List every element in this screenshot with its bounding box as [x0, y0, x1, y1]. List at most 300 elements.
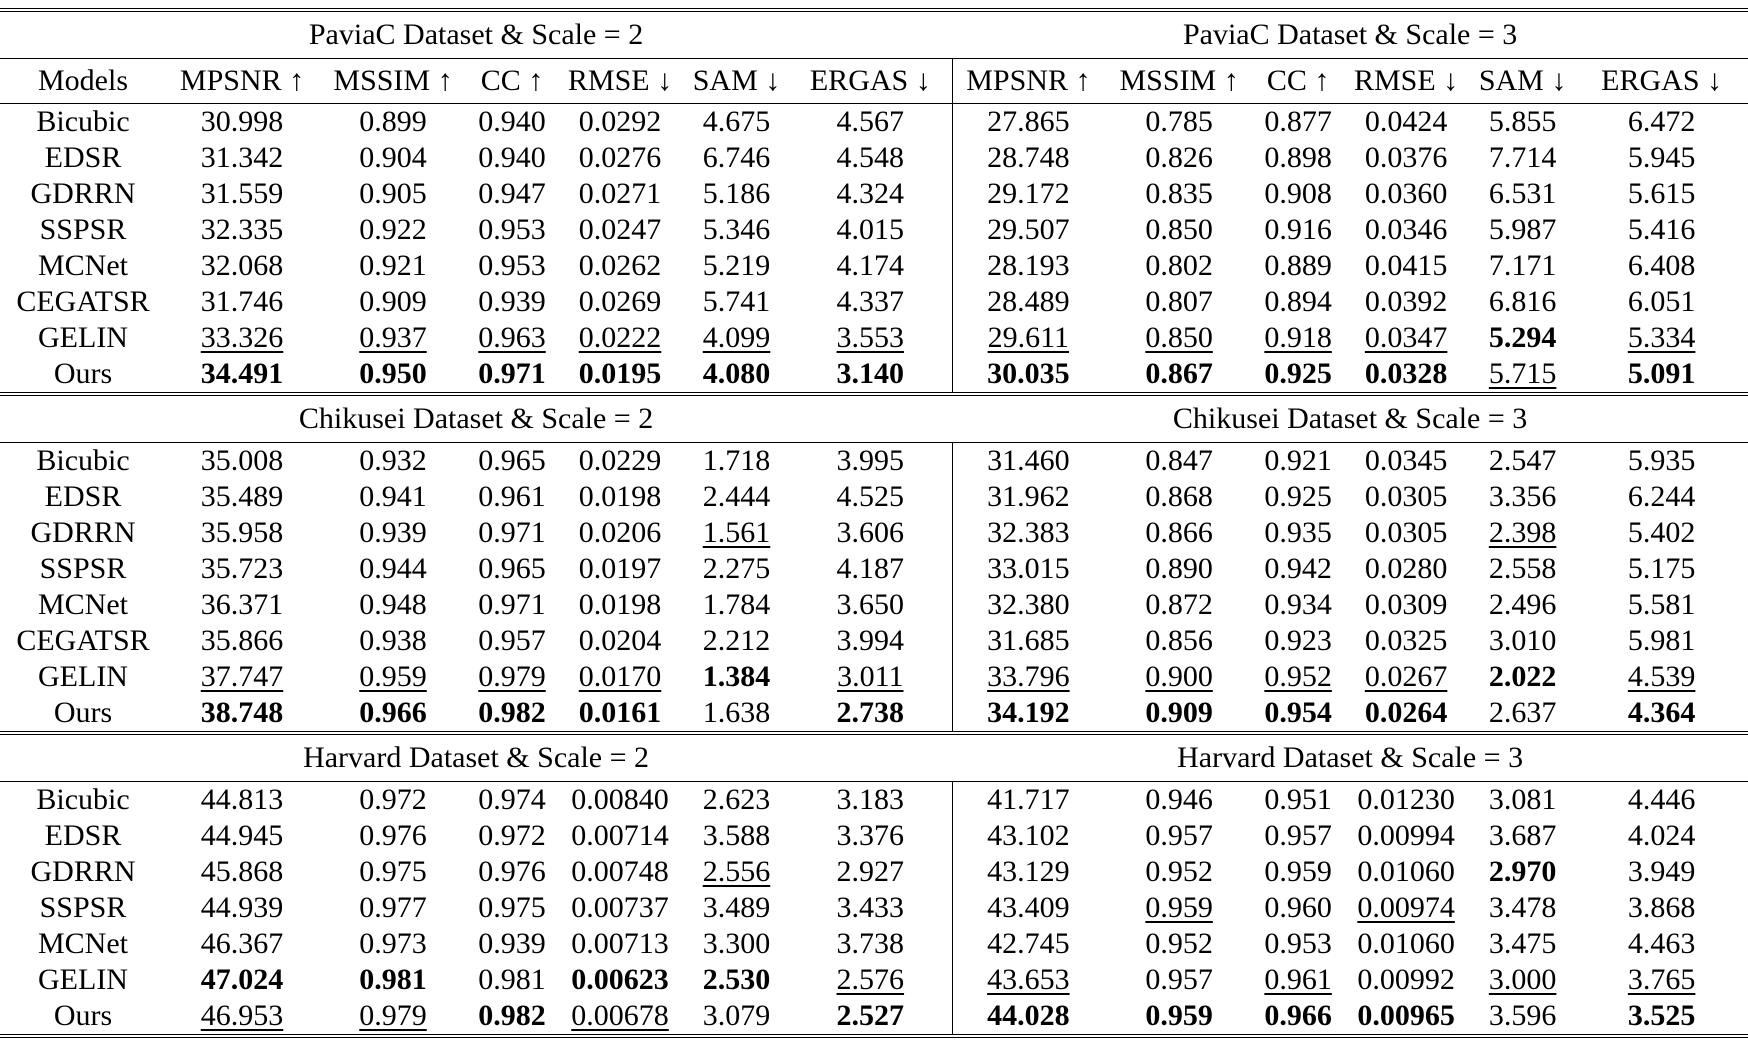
metric-cell	[556, 998, 684, 1036]
metric-cell: 0.802	[1145, 249, 1213, 282]
metric-cell: 3.949	[1627, 855, 1696, 888]
metric-cell: 41.717	[952, 782, 1104, 819]
metric-cell: 46.367	[200, 927, 284, 960]
metric-cell: 0.934	[1264, 588, 1332, 621]
metric-cell: 6.051	[1627, 285, 1696, 318]
metric-cell: 0.957	[1264, 819, 1332, 852]
metric-cell: 5.855	[1470, 104, 1575, 141]
model-name: GELIN	[38, 963, 128, 996]
metric-cell: 0.856	[1145, 624, 1213, 657]
metric-cell: 0.975	[478, 891, 546, 924]
metric-cell: 0.872	[1145, 588, 1213, 621]
metric-cell: 0.909	[359, 285, 427, 318]
block-title-right: Harvard Dataset & Scale = 3	[952, 733, 1748, 782]
metric-cell: 3.687	[1488, 819, 1557, 852]
metric-cell: 43.409	[952, 890, 1104, 926]
metric-cell	[1342, 890, 1470, 926]
metric-cell: 3.356	[1488, 480, 1557, 513]
results-table	[0, 8, 1748, 1038]
metric-cell	[468, 659, 556, 695]
metric-cell: 1.784	[702, 588, 771, 621]
table-row	[0, 443, 1748, 480]
metric-cell: 0.932	[318, 443, 468, 480]
metric-cell: 0.847	[1104, 443, 1254, 480]
table-row	[0, 587, 1748, 623]
metric-cell: 4.675	[684, 104, 789, 141]
block-title-left: PaviaC Dataset & Scale = 2	[0, 10, 952, 59]
metric-cell: 2.927	[836, 855, 905, 888]
metric-cell: 0.0271	[578, 177, 662, 210]
model-name: MCNet	[38, 588, 128, 621]
metric-cell	[318, 659, 468, 695]
metric-cell: 0.935	[1264, 516, 1332, 549]
metric-cell	[556, 659, 684, 695]
metric-cell: 0.946	[1104, 782, 1254, 819]
metric-cell: 3.525	[1575, 998, 1748, 1036]
metric-cell: 3.994	[836, 624, 905, 657]
metric-cell: 3.081	[1470, 782, 1575, 819]
metric-cell: 0.975	[359, 855, 427, 888]
metric-value: 3.011	[837, 660, 904, 693]
model-name: MCNet	[38, 927, 128, 960]
metric-cell: 0.921	[359, 249, 427, 282]
metric-cell: 0.957	[1145, 819, 1213, 852]
metric-cell: 7.171	[1488, 249, 1557, 282]
metric-cell: 0.00737	[571, 891, 669, 924]
metric-cell: 0.0345	[1342, 443, 1470, 480]
model-name: GDRRN	[30, 177, 136, 210]
metric-cell: 5.615	[1627, 177, 1696, 210]
metric-cell: 3.475	[1488, 927, 1557, 960]
metric-cell: 2.623	[684, 782, 789, 819]
table-row	[0, 695, 1748, 733]
metric-cell: 0.867	[1145, 357, 1213, 390]
metric-cell: 0.850	[1145, 213, 1213, 246]
metric-cell: 0.972	[478, 819, 546, 852]
metric-cell: 35.489	[200, 480, 284, 513]
metric-cell: 0.948	[359, 588, 427, 621]
model-name: EDSR	[44, 141, 122, 174]
metric-cell: 3.010	[1488, 624, 1557, 657]
metric-cell: 0.0262	[578, 249, 662, 282]
metric-cell: 3.079	[684, 998, 789, 1036]
metric-cell: 4.324	[836, 177, 905, 210]
metric-cell: 0.0229	[556, 443, 684, 480]
metric-cell: 3.596	[1470, 998, 1575, 1036]
metric-cell: 0.00992	[1357, 963, 1455, 996]
metric-value: 3.765	[1627, 963, 1696, 996]
metric-value: 0.959	[1145, 891, 1213, 924]
metric-cell	[789, 962, 952, 998]
metric-cell: 33.015	[952, 551, 1104, 587]
block-title-right: Chikusei Dataset & Scale = 3	[952, 394, 1748, 443]
metric-cell: 0.971	[478, 516, 546, 549]
metric-cell: 0.925	[1264, 480, 1332, 513]
model-name: Ours	[0, 998, 166, 1036]
metric-cell: 2.530	[702, 963, 771, 996]
metric-cell: 3.140	[836, 357, 905, 390]
metric-cell: 0.940	[468, 104, 556, 141]
model-name: Bicubic	[0, 782, 166, 819]
metric-cell: 5.981	[1627, 624, 1696, 657]
metric-cell	[318, 998, 468, 1036]
metric-cell: 6.746	[702, 141, 771, 174]
metric-cell: 3.650	[836, 588, 905, 621]
metric-cell	[1104, 890, 1254, 926]
metric-cell: 28.193	[952, 248, 1104, 284]
model-name: GELIN	[38, 660, 128, 693]
metric-cell: 4.174	[836, 249, 905, 282]
metric-cell: 43.129	[952, 854, 1104, 890]
table-row	[0, 479, 1748, 515]
metric-cell: 3.376	[836, 819, 905, 852]
metric-cell: 0.00840	[556, 782, 684, 819]
model-name: EDSR	[44, 480, 122, 513]
model-name: Bicubic	[0, 443, 166, 480]
metric-cell: 0.890	[1145, 552, 1213, 585]
metric-value: 2.398	[1488, 516, 1557, 549]
metric-cell: 6.816	[1488, 285, 1557, 318]
metric-cell: 44.028	[952, 998, 1104, 1036]
metric-cell: 0.0195	[578, 357, 662, 390]
metric-value: 0.900	[1145, 660, 1213, 693]
metric-cell: 0.974	[468, 782, 556, 819]
metric-cell: 0.923	[1264, 624, 1332, 657]
metric-cell: 31.962	[952, 479, 1104, 515]
metric-cell: 0.0161	[578, 696, 662, 729]
metric-cell	[1575, 659, 1748, 695]
metric-cell: 32.068	[200, 249, 284, 282]
metric-cell: 0.952	[1145, 855, 1213, 888]
metric-cell: 2.275	[702, 552, 771, 585]
metric-cell: 0.957	[478, 624, 546, 657]
metric-cell: 38.748	[200, 696, 284, 729]
metric-cell: 31.460	[952, 443, 1104, 480]
metric-cell	[952, 320, 1104, 356]
table-row	[0, 782, 1748, 819]
metric-cell: 0.947	[478, 177, 546, 210]
metric-value: 5.334	[1627, 321, 1696, 354]
metric-cell: 0.953	[478, 249, 546, 282]
table-row	[0, 551, 1748, 587]
results-table-body	[0, 10, 1748, 1036]
metric-value: 0.952	[1264, 660, 1332, 693]
metric-cell: 6.531	[1488, 177, 1557, 210]
metric-cell: 0.785	[1104, 104, 1254, 141]
metric-cell: 4.015	[836, 213, 905, 246]
metric-cell: 29.507	[952, 212, 1104, 248]
metric-cell: 5.219	[702, 249, 771, 282]
metric-cell: 0.966	[1254, 998, 1342, 1036]
metric-cell	[1342, 320, 1470, 356]
metric-value: 46.953	[200, 999, 284, 1032]
metric-cell: 5.186	[702, 177, 771, 210]
metric-cell: 34.192	[952, 695, 1104, 733]
metric-cell: 0.941	[359, 480, 427, 513]
metric-cell	[789, 659, 952, 695]
metric-cell: 4.187	[836, 552, 905, 585]
metric-cell: 0.0204	[578, 624, 662, 657]
metric-cell	[952, 659, 1104, 695]
metric-cell: 0.966	[359, 696, 427, 729]
metric-cell: 0.0276	[578, 141, 662, 174]
metric-cell	[1470, 356, 1575, 394]
table-row	[0, 818, 1748, 854]
metric-cell: 0.971	[478, 357, 546, 390]
table-row	[0, 248, 1748, 284]
metric-value: 0.0170	[578, 660, 662, 693]
metric-cell: 5.987	[1488, 213, 1557, 246]
column-header: MPSNR ↑	[952, 59, 1104, 104]
metric-cell: 0.981	[359, 963, 427, 996]
metric-cell: 2.022	[1488, 660, 1557, 693]
metric-cell	[684, 854, 789, 890]
metric-cell: 0.00965	[1342, 998, 1470, 1036]
metric-cell: 0.00623	[571, 963, 669, 996]
metric-value: 0.0347	[1364, 321, 1448, 354]
metric-cell: 4.080	[702, 357, 771, 390]
metric-value: 2.556	[702, 855, 771, 888]
metric-value: 5.715	[1488, 357, 1557, 390]
column-header: ERGAS ↓	[789, 59, 952, 104]
metric-cell: 0.942	[1264, 552, 1332, 585]
metric-cell	[1254, 320, 1342, 356]
metric-cell: 5.175	[1627, 552, 1696, 585]
metric-cell: 27.865	[952, 104, 1104, 141]
metric-cell: 6.244	[1627, 480, 1696, 513]
metric-cell: 0.957	[1145, 963, 1213, 996]
metric-cell: 0.0309	[1364, 588, 1448, 621]
metric-cell: 3.433	[836, 891, 905, 924]
metric-cell: 0.0346	[1364, 213, 1448, 246]
metric-cell: 0.0376	[1364, 141, 1448, 174]
metric-cell: 35.008	[166, 443, 318, 480]
metric-cell: 34.491	[200, 357, 284, 390]
metric-cell: 0.898	[1264, 141, 1332, 174]
metric-cell: 5.091	[1627, 357, 1696, 390]
metric-cell: 31.746	[200, 285, 284, 318]
metric-value: 0.0222	[578, 321, 662, 354]
metric-cell: 0.0264	[1364, 696, 1448, 729]
metric-cell: 3.738	[836, 927, 905, 960]
metric-cell: 0.939	[478, 285, 546, 318]
metric-cell: 0.938	[359, 624, 427, 657]
metric-cell: 31.685	[952, 623, 1104, 659]
table-row	[0, 356, 1748, 394]
metric-cell: 0.904	[359, 141, 427, 174]
metric-value: 33.326	[200, 321, 284, 354]
table-row	[0, 854, 1748, 890]
metric-value: 0.0267	[1364, 660, 1448, 693]
model-name: MCNet	[38, 249, 128, 282]
metric-cell: 4.446	[1575, 782, 1748, 819]
metric-cell: 0.0424	[1342, 104, 1470, 141]
metric-cell: 0.889	[1264, 249, 1332, 282]
metric-cell: 5.346	[702, 213, 771, 246]
metric-cell: 0.00994	[1357, 819, 1455, 852]
model-name: EDSR	[44, 819, 122, 852]
metric-cell: 2.738	[836, 696, 905, 729]
metric-cell: 44.939	[200, 891, 284, 924]
metric-cell: 2.527	[789, 998, 952, 1036]
metric-cell: 0.953	[1264, 927, 1332, 960]
metric-cell: 32.383	[952, 515, 1104, 551]
metric-cell	[318, 320, 468, 356]
metric-cell: 0.01230	[1342, 782, 1470, 819]
metric-cell	[1575, 320, 1748, 356]
metric-cell: 42.745	[952, 926, 1104, 962]
metric-cell: 0.965	[468, 443, 556, 480]
column-header: Models	[0, 59, 166, 104]
metric-cell	[1470, 515, 1575, 551]
model-name: SSPSR	[39, 552, 127, 585]
metric-cell	[166, 320, 318, 356]
metric-cell: 0.0198	[578, 480, 662, 513]
metric-cell: 0.982	[478, 696, 546, 729]
metric-cell: 0.835	[1145, 177, 1213, 210]
table-row	[0, 926, 1748, 962]
metric-cell: 0.0305	[1364, 516, 1448, 549]
metric-cell: 0.982	[468, 998, 556, 1036]
metric-cell: 5.416	[1627, 213, 1696, 246]
metric-value: 2.576	[836, 963, 905, 996]
metric-cell: 0.959	[1264, 855, 1332, 888]
column-header: ERGAS ↓	[1575, 59, 1748, 104]
metric-cell: 0.0197	[578, 552, 662, 585]
metric-cell: 0.952	[1145, 927, 1213, 960]
metric-cell: 2.547	[1470, 443, 1575, 480]
metric-cell: 4.024	[1627, 819, 1696, 852]
metric-cell: 0.977	[359, 891, 427, 924]
model-name: Bicubic	[0, 104, 166, 141]
metric-cell: 0.951	[1254, 782, 1342, 819]
column-header: SAM ↓	[1470, 59, 1575, 104]
metric-cell: 0.981	[478, 963, 546, 996]
model-name: GELIN	[38, 321, 128, 354]
block-title-left: Chikusei Dataset & Scale = 2	[0, 394, 952, 443]
metric-cell: 0.939	[478, 927, 546, 960]
metric-cell: 5.945	[1627, 141, 1696, 174]
metric-cell: 3.300	[702, 927, 771, 960]
metric-cell: 3.588	[702, 819, 771, 852]
metric-cell: 32.335	[200, 213, 284, 246]
metric-cell: 0.0328	[1364, 357, 1448, 390]
metric-cell: 0.976	[478, 855, 546, 888]
metric-value: 4.099	[702, 321, 771, 354]
metric-cell: 2.212	[702, 624, 771, 657]
metric-cell: 0.0392	[1364, 285, 1448, 318]
metric-cell: 5.402	[1627, 516, 1696, 549]
metric-cell: 0.826	[1145, 141, 1213, 174]
model-name: SSPSR	[39, 213, 127, 246]
metric-value: 29.611	[987, 321, 1070, 354]
metric-value: 0.918	[1264, 321, 1332, 354]
metric-cell: 0.01060	[1357, 855, 1455, 888]
metric-value: 0.979	[359, 999, 427, 1032]
block-title-row	[0, 10, 1748, 59]
metric-cell: 0.939	[359, 516, 427, 549]
metric-cell: 0.953	[478, 213, 546, 246]
metric-value: 0.961	[1264, 963, 1332, 996]
metric-cell: 6.408	[1627, 249, 1696, 282]
column-header: RMSE ↓	[556, 59, 684, 104]
metric-value: 37.747	[200, 660, 284, 693]
metric-cell: 7.714	[1488, 141, 1557, 174]
metric-value: 4.539	[1627, 660, 1696, 693]
metric-cell: 1.718	[684, 443, 789, 480]
metric-cell: 0.976	[359, 819, 427, 852]
metric-cell: 5.935	[1575, 443, 1748, 480]
metric-cell	[684, 515, 789, 551]
metric-cell: 3.868	[1627, 891, 1696, 924]
model-name: Ours	[53, 696, 113, 729]
metric-cell: 43.102	[952, 818, 1104, 854]
table-row	[0, 998, 1748, 1036]
metric-cell	[166, 998, 318, 1036]
metric-cell: 0.868	[1145, 480, 1213, 513]
metric-cell: 35.866	[200, 624, 284, 657]
metric-cell: 2.637	[1488, 696, 1557, 729]
metric-cell: 0.944	[359, 552, 427, 585]
metric-cell: 0.908	[1264, 177, 1332, 210]
metric-cell: 0.0325	[1364, 624, 1448, 657]
metric-value: 0.979	[478, 660, 546, 693]
metric-value: 0.00974	[1357, 891, 1455, 924]
column-header: MSSIM ↑	[1104, 59, 1254, 104]
metric-cell: 4.548	[836, 141, 905, 174]
metric-cell: 4.567	[789, 104, 952, 141]
metric-cell: 0.940	[478, 141, 546, 174]
table-row	[0, 659, 1748, 695]
metric-value: 3.000	[1488, 963, 1557, 996]
model-name: Ours	[53, 357, 113, 390]
model-name: CEGATSR	[16, 285, 150, 318]
metric-cell: 3.183	[789, 782, 952, 819]
metric-cell: 0.971	[478, 588, 546, 621]
metric-value: 33.796	[987, 660, 1070, 693]
metric-cell: 35.958	[200, 516, 284, 549]
block-title-row	[0, 733, 1748, 782]
metric-cell: 44.813	[166, 782, 318, 819]
metric-cell: 3.606	[836, 516, 905, 549]
metric-cell	[1254, 962, 1342, 998]
metric-cell: 0.0305	[1364, 480, 1448, 513]
metric-cell: 0.925	[1264, 357, 1332, 390]
table-row	[0, 515, 1748, 551]
metric-cell: 0.922	[359, 213, 427, 246]
metric-cell: 29.172	[952, 176, 1104, 212]
metric-cell	[1104, 320, 1254, 356]
model-name: SSPSR	[39, 891, 127, 924]
block-title-right: PaviaC Dataset & Scale = 3	[952, 10, 1748, 59]
block-title-left: Harvard Dataset & Scale = 2	[0, 733, 952, 782]
metric-cell: 0.0269	[578, 285, 662, 318]
metric-cell	[1575, 962, 1748, 998]
metric-cell: 0.00713	[571, 927, 669, 960]
metric-cell: 1.638	[702, 696, 771, 729]
metric-cell: 0.973	[359, 927, 427, 960]
metric-cell: 0.954	[1264, 696, 1332, 729]
metric-cell: 0.972	[318, 782, 468, 819]
metric-cell: 45.868	[200, 855, 284, 888]
metric-cell: 0.961	[478, 480, 546, 513]
table-row	[0, 104, 1748, 141]
metric-cell: 4.525	[836, 480, 905, 513]
metric-cell: 3.489	[702, 891, 771, 924]
metric-cell	[1470, 962, 1575, 998]
metric-value: 0.937	[359, 321, 427, 354]
metric-cell	[1254, 659, 1342, 695]
